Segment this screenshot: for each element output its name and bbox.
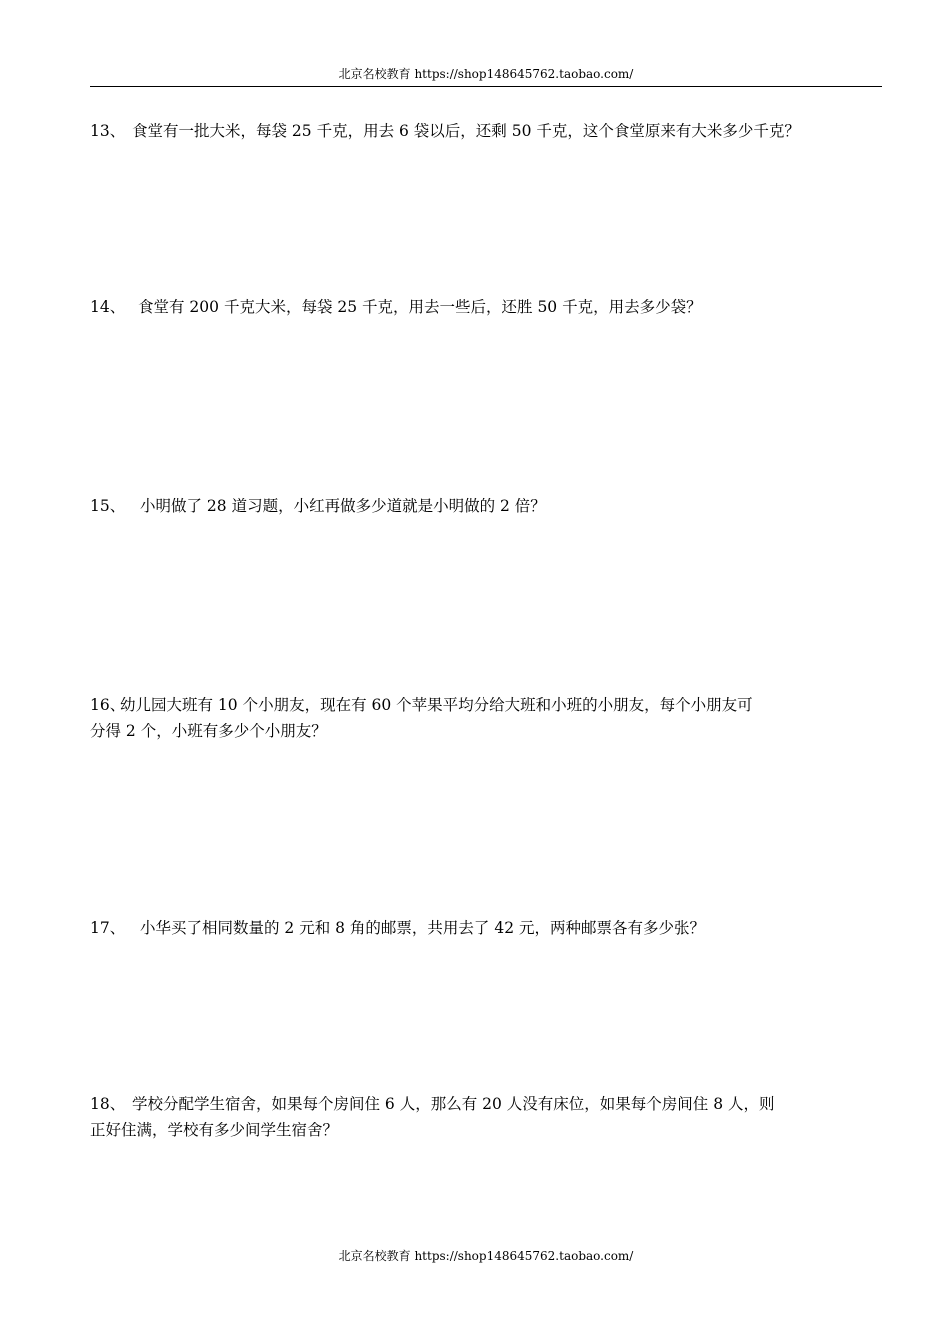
question-line	[90, 1091, 888, 1117]
footer-text: 北京名校教育 https://shop148645762.taobao.com/	[338, 1249, 634, 1263]
question-number: 14、	[90, 298, 126, 316]
question-line	[90, 294, 888, 320]
question-line: 分得 2 个，小班有多少个小朋友？	[90, 722, 327, 740]
question-line: 正好住满，学校有多少间学生宿舍？	[90, 1121, 339, 1139]
question-text: 食堂有一批大米，每袋 25 千克，用去 6 袋以后，还剩 50 千克，这个食堂原来有大米多少千克？	[132, 122, 800, 140]
question-text: 小明做了 28 道习题，小红再做多少道就是小明做的 2 倍？	[140, 497, 546, 515]
question-number: 15、	[90, 497, 126, 515]
page-footer	[90, 1246, 882, 1266]
question-number: 16、	[90, 696, 126, 714]
question-line	[90, 493, 888, 519]
question-number: 13、	[90, 122, 126, 140]
question-text: 学校分配学生宿舍，如果每个房间住 6 人，那么有 20 人没有床位，如果每个房间住 8 人，则	[132, 1095, 775, 1113]
question-text: 食堂有 200 千克大米，每袋 25 千克，用去一些后，还胜 50 千克，用去多少袋？	[138, 298, 702, 316]
question-number: 18、	[90, 1095, 126, 1113]
question-line	[90, 118, 888, 144]
page-header	[90, 64, 882, 87]
question-line	[90, 915, 888, 941]
question-15	[90, 493, 888, 519]
question-text: 幼儿园大班有 10 个小朋友，现在有 60 个苹果平均分给大班和小班的小朋友，每个小朋友可	[120, 696, 753, 714]
question-text: 小华买了相同数量的 2 元和 8 角的邮票，共用去了 42 元，两种邮票各有多少张？	[140, 919, 706, 937]
question-number: 17、	[90, 919, 126, 937]
question-17	[90, 915, 888, 941]
question-line	[90, 692, 888, 718]
question-18	[90, 1091, 888, 1143]
question-16	[90, 692, 888, 744]
header-text: 北京名校教育 https://shop148645762.taobao.com/	[338, 67, 634, 81]
question-13	[90, 118, 888, 144]
question-14	[90, 294, 888, 320]
